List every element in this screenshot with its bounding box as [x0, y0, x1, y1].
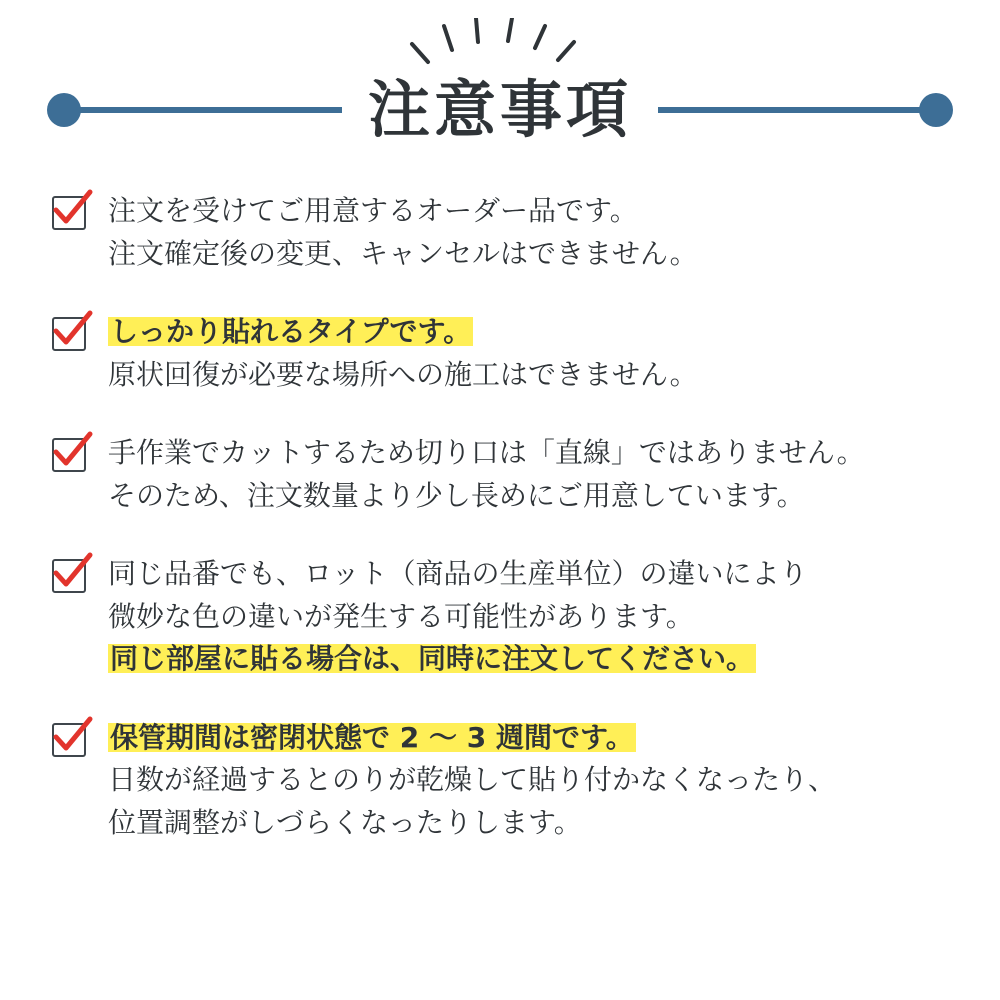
title-rule-left	[52, 107, 342, 113]
note-line-text-highlighted: しっかり貼れるタイプです。	[110, 315, 472, 349]
note-line	[108, 802, 948, 845]
note-line	[108, 432, 948, 475]
page-header	[0, 0, 1000, 170]
note-line-text: 注文確定後の変更、キャンセルはできません。	[108, 236, 698, 270]
list-item	[52, 553, 948, 681]
note-line	[108, 553, 948, 596]
list-item	[52, 190, 948, 275]
note-line	[108, 596, 948, 639]
title-row	[0, 60, 1000, 160]
note-line	[108, 759, 948, 802]
note-line	[108, 638, 948, 681]
page-title: 注意事項	[367, 73, 632, 146]
rule-dot-right	[919, 93, 953, 127]
note-line	[108, 190, 948, 233]
note-line-text: 同じ品番でも、ロット（商品の生産単位）の違いにより	[108, 557, 808, 591]
rule-dot-left	[47, 93, 81, 127]
note-text	[108, 190, 948, 275]
title-rule-right	[658, 107, 948, 113]
list-item	[52, 717, 948, 845]
note-text	[108, 432, 948, 517]
note-text	[108, 717, 948, 845]
list-item	[52, 432, 948, 517]
note-line	[108, 475, 948, 518]
note-line	[108, 354, 948, 397]
checkbox-checked-icon	[52, 438, 86, 472]
note-text	[108, 311, 948, 396]
notes-list	[0, 190, 1000, 881]
note-line-text: 微妙な色の違いが発生する可能性があります。	[108, 599, 694, 633]
note-line-text: 位置調整がしづらくなったりします。	[108, 806, 582, 840]
note-line	[108, 311, 948, 354]
note-line-text: 注文を受けてご用意するオーダー品です。	[108, 194, 638, 227]
note-line-text: 原状回復が必要な場所への施工はできません。	[108, 357, 698, 391]
note-line	[108, 233, 948, 276]
note-line-text-highlighted: 保管期間は密閉状態で 2 ～ 3 週間です。	[110, 720, 634, 754]
list-item	[52, 311, 948, 396]
checkbox-checked-icon	[52, 559, 86, 593]
note-line-text-highlighted: 同じ部屋に貼る場合は、同時に注文してください。	[110, 642, 755, 676]
note-text	[108, 553, 948, 681]
note-line	[108, 717, 948, 760]
note-line-text: 手作業でカットするため切り口は「直線」ではありません。	[108, 436, 865, 470]
checkbox-checked-icon	[52, 317, 86, 351]
note-line-text: 日数が経過するとのりが乾燥して貼り付かなくなったり、	[108, 763, 837, 797]
checkbox-checked-icon	[52, 196, 86, 230]
note-line-text: そのため、注文数量より少し長めにご用意しています。	[108, 478, 805, 512]
checkbox-checked-icon	[52, 723, 86, 757]
